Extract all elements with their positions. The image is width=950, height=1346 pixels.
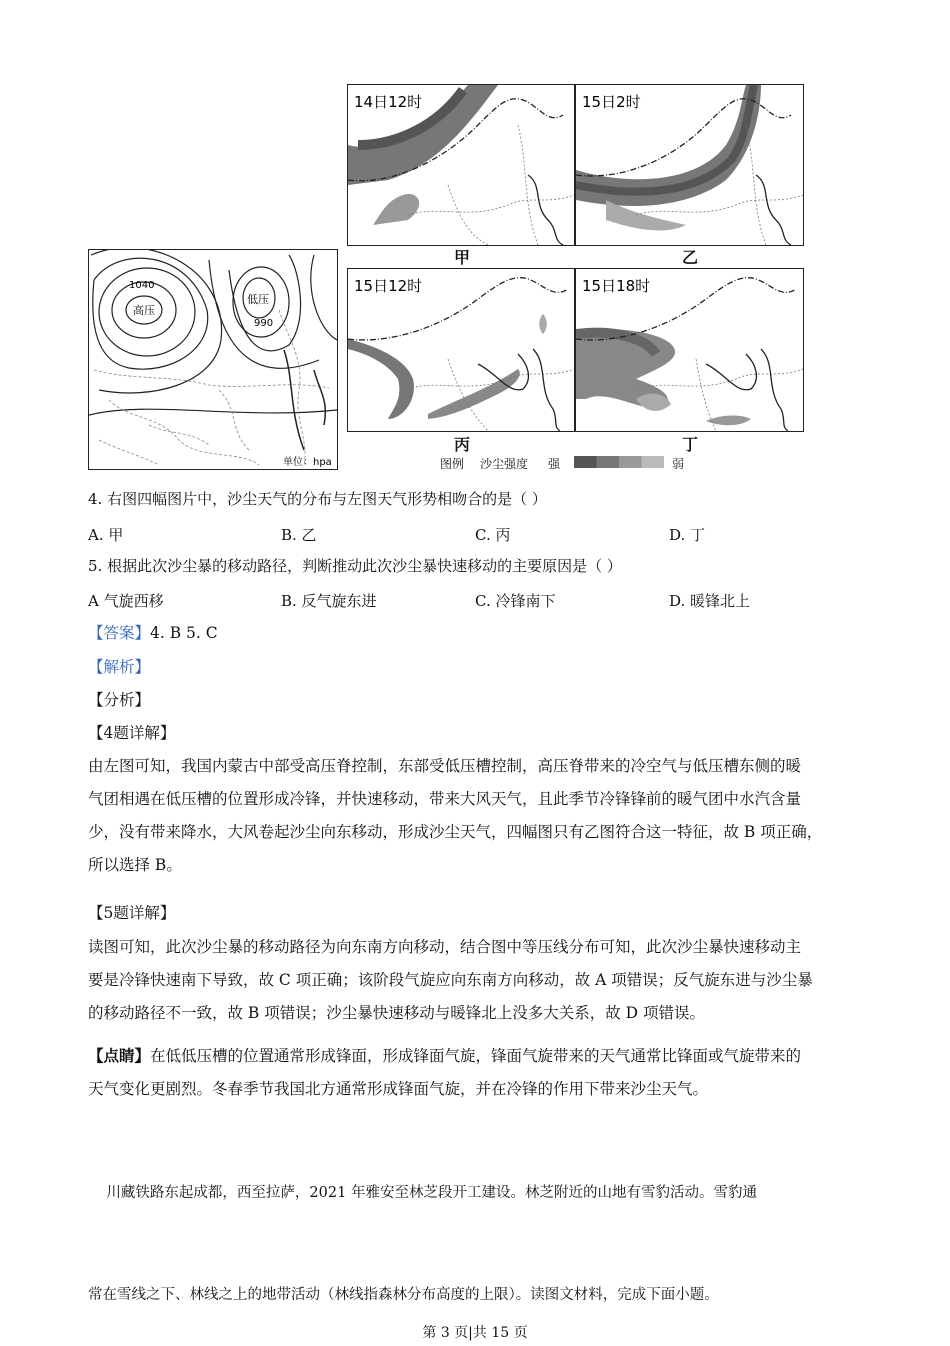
q4-option-a: A. 甲 [88,526,124,544]
d4-line: 少，没有带来降水，大风卷起沙尘向东移动，形成沙尘天气，四幅图只有乙图符合这一特征，故 B 项正确， [88,823,823,841]
panel-yi-label: 乙 [682,248,699,267]
dianjing-line: 天气变化更剧烈。冬春季节我国北方通常形成锋面气旋，并在冷锋的作用下带来沙尘天气。 [88,1080,709,1098]
q5-option-b: B. 反气旋东进 [281,592,377,610]
high-pressure-label: 高压 [133,304,155,317]
d4-line: 由左图可知，我国内蒙古中部受高压脊控制，东部受低压槽控制，高压脊带来的冷空气与低压槽东侧的暖 [88,757,802,775]
d5-title: 【5题详解】 [88,904,176,922]
d4-line: 气团相遇在低压槽的位置形成冷锋，并快速移动，带来大风天气，且此季节冷锋锋前的暖气团中水汽含量 [88,790,802,808]
low-pressure-label: 低压 [247,293,269,306]
answer-text: 4. B 5. C [150,624,218,642]
panel-jia-label: 甲 [454,248,471,267]
panel-jia-time: 14日12时 [354,93,423,111]
fenxi-tag: 【分析】 [88,691,151,709]
d5-line: 要是冷锋快速南下导致，故 C 项正确；该阶段气旋应向东南方向移动，故 A 项错误；反气旋东进与沙尘暴 [88,971,813,989]
dianjing-line [88,1039,878,1073]
d4-body [88,750,878,882]
panel-ding-time: 15日18时 [582,277,651,295]
panel-yi-time: 15日2时 [582,93,641,111]
next-material [88,1108,878,1346]
answer-line [88,623,218,643]
panel-bing [347,268,575,432]
dianjing-tag: 【点睛】 [88,1046,151,1065]
q5-stem: 5. 根据此次沙尘暴的移动路径，判断推动此次沙尘暴快速移动的主要原因是（ ） [88,557,622,575]
analysis-tag: 【解析】 [88,658,151,676]
answer-tag: 【答案】 [88,624,151,642]
q5-option-d: D. 暖锋北上 [669,592,751,610]
panel-jia [347,84,575,246]
unit-label: 单位：hpa [283,457,332,468]
q4-option-b: B. 乙 [281,526,317,544]
d4-title: 【4题详解】 [88,724,176,742]
isobar-1040-label: 1040 [129,280,155,291]
d5-line: 的移动路径不一致，故 B 项错误；沙尘暴快速移动与暖锋北上没多大关系，故 D 项错误。 [88,1004,706,1022]
panel-bing-time: 15日12时 [354,277,423,295]
dianjing-text: 在低低压槽的位置通常形成锋面，形成锋面气旋，锋面气旋带来的天气通常比锋面或气旋带来的 [150,1047,802,1065]
d5-body [88,931,878,1030]
panel-ding [575,268,804,432]
legend-label: 沙尘强度 [480,457,529,471]
legend-strong: 强 [548,457,561,471]
dianjing-body [88,1039,878,1106]
legend-title: 图例 [440,457,465,471]
d5-line: 读图可知，此次沙尘暴的移动路径为向东南方向移动，结合图中等压线分布可知，此次沙尘暴快速移动主 [88,938,802,956]
isobar-990-label: 990 [254,318,274,329]
isobar-map [88,249,338,470]
panel-bing-label: 丙 [454,435,471,454]
q4-option-d: D. 丁 [669,526,706,544]
material-line: 川藏铁路东起成都，西至拉萨，2021 年雅安至林芝段开工建设。林芝附近的山地有雪豹活动。雪豹通 [88,1185,757,1201]
d4-line: 所以选择 B。 [88,856,182,874]
q5-option-a: A 气旋西移 [88,592,164,610]
isobar-map-drawing [89,250,337,469]
q4-option-c: C. 丙 [475,526,511,544]
legend-scale [574,456,664,468]
q4-stem: 4. 右图四幅图片中，沙尘天气的分布与左图天气形势相吻合的是（ ） [88,490,547,508]
panel-ding-label: 丁 [682,435,699,454]
page-footer: 第 3 页|共 15 页 [422,1325,528,1341]
legend-weak: 弱 [672,457,685,471]
material-line: 常在雪线之下、林线之上的地带活动（林线指森林分布高度的上限）。读图文材料，完成下面小题。 [88,1287,719,1303]
panel-yi [575,84,804,246]
q5-option-c: C. 冷锋南下 [475,592,556,610]
